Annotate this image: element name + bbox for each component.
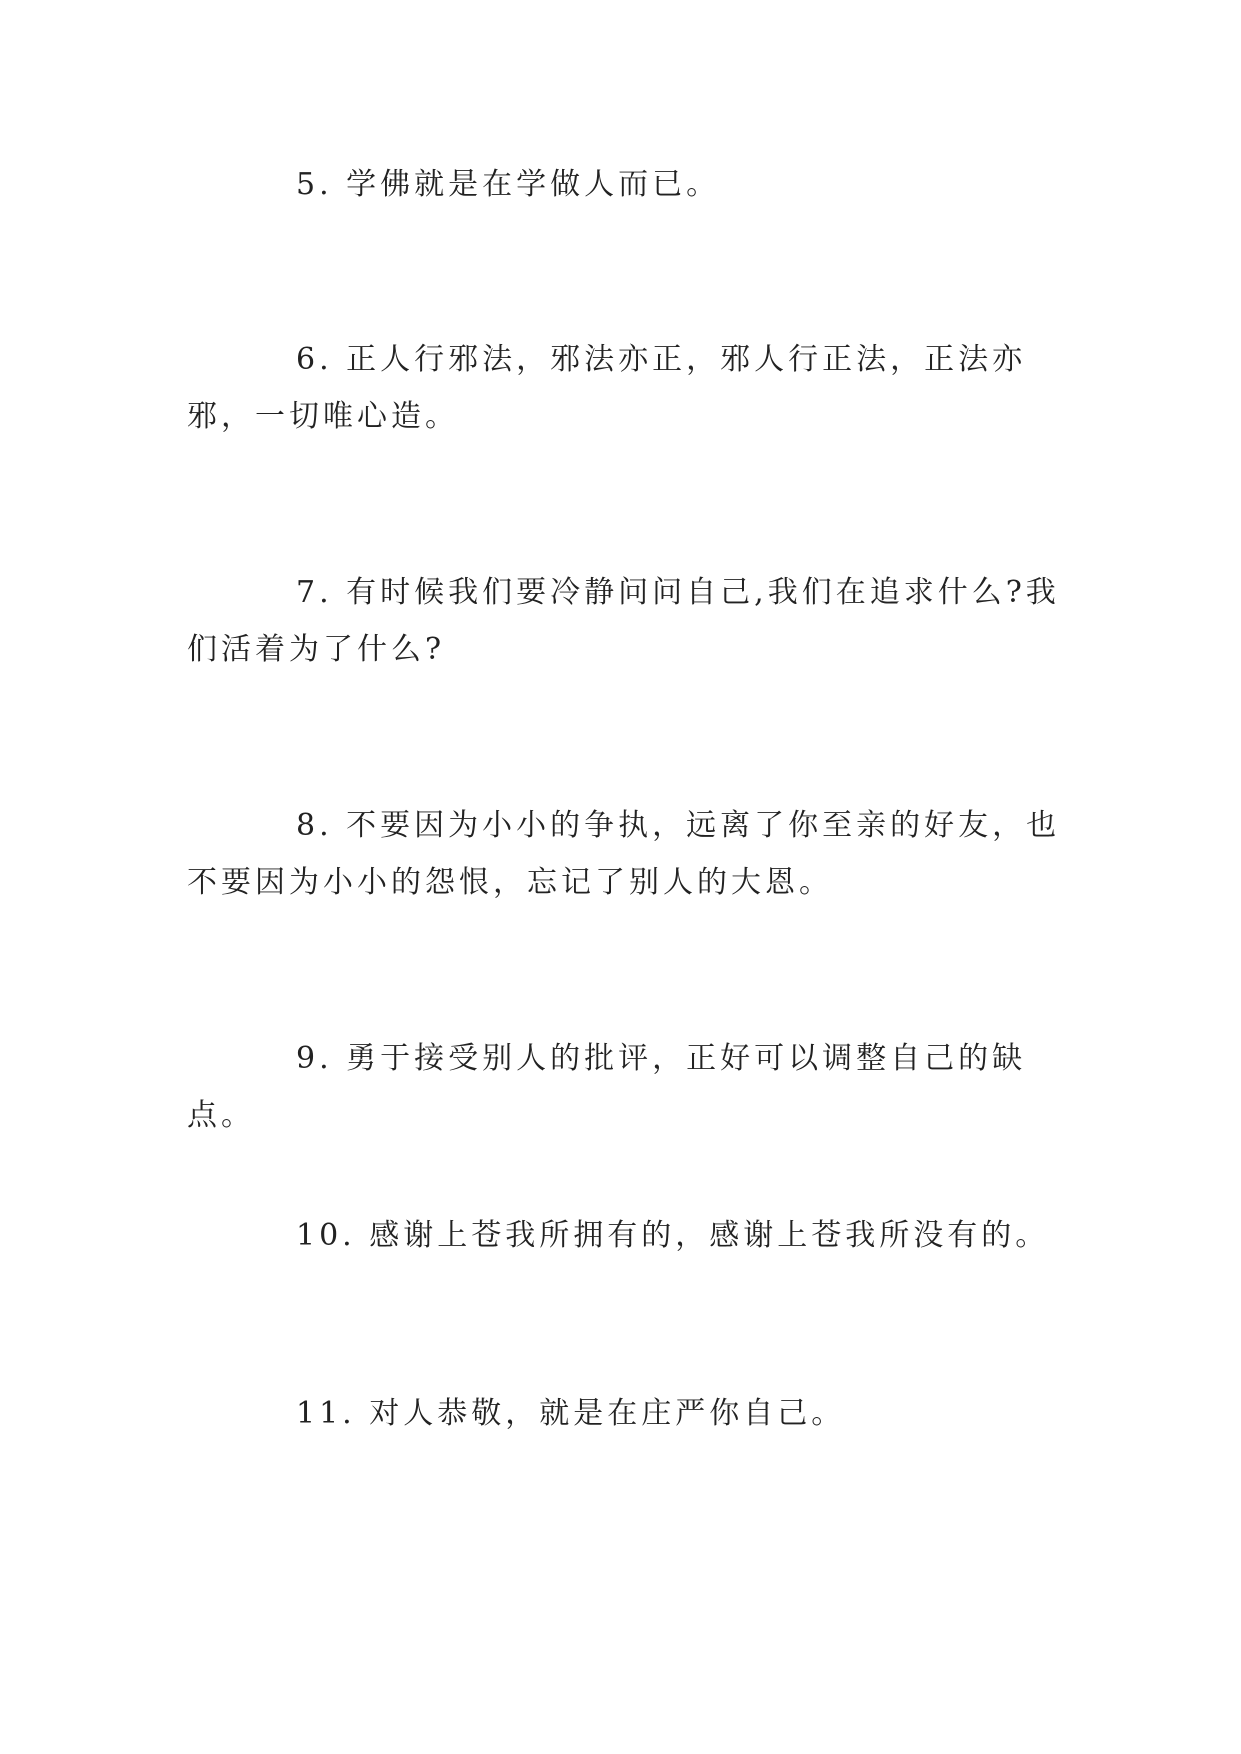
paragraph-6: 6. 正人行邪法，邪法亦正，邪人行正法，正法亦邪，一切唯心造。 <box>187 342 1027 434</box>
paragraph-10: 10. 感谢上苍我所拥有的，感谢上苍我所没有的。 <box>296 1218 1050 1253</box>
paragraph-5: 5. 学佛就是在学做人而已。 <box>296 167 721 202</box>
paragraph-7: 7. 有时候我们要冷静问问自己,我们在追求什么?我们活着为了什么? <box>187 575 1060 667</box>
paragraph-8: 8. 不要因为小小的争执，远离了你至亲的好友，也不要因为小小的怨恨，忘记了别人的大恩。 <box>187 808 1061 900</box>
paragraph-9: 9. 勇于接受别人的批评，正好可以调整自己的缺点。 <box>187 1041 1027 1133</box>
paragraph-11: 11. 对人恭敬，就是在庄严你自己。 <box>296 1396 846 1431</box>
